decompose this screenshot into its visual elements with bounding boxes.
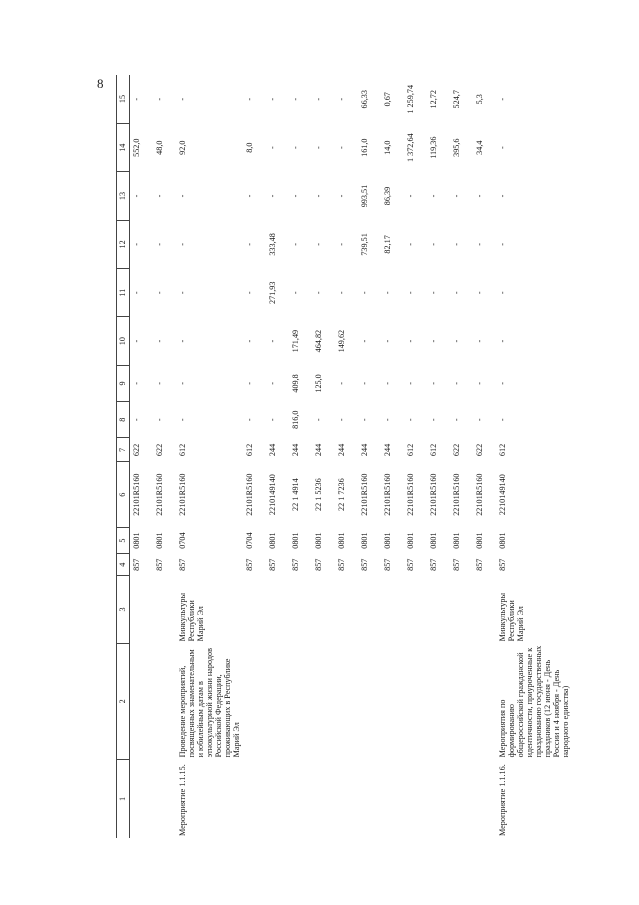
column-header-15: 15	[117, 75, 130, 124]
cell-col-2	[289, 643, 312, 759]
cell-col-10: -	[498, 339, 508, 343]
cell-col-13: -	[132, 194, 141, 198]
cell-col-11: -	[132, 291, 141, 295]
cell-col-13: -	[337, 194, 347, 198]
budget-table	[116, 75, 572, 838]
cell-col-3: Минкультуры Республики Марий Эл	[178, 593, 206, 642]
cell-col-10: -	[245, 339, 255, 343]
cell-col-12: 333,48	[268, 233, 278, 256]
cell-col-6: 22101R5160	[475, 473, 485, 516]
cell-col-14: 48,0	[155, 140, 164, 155]
cell-col-14: 395,6	[452, 138, 462, 157]
cell-col-2	[450, 643, 473, 759]
cell-col-13: 86,39	[383, 186, 393, 206]
cell-col-10: 149,62	[337, 329, 347, 353]
table-row	[312, 75, 335, 838]
cell-col-8: -	[337, 418, 347, 422]
cell-col-3	[243, 576, 266, 644]
cell-col-8: 816,0	[291, 410, 301, 429]
cell-col-12: -	[498, 243, 508, 246]
cell-col-1	[335, 759, 358, 838]
cell-col-10: -	[475, 339, 485, 343]
cell-col-8: -	[268, 418, 278, 422]
cell-col-12: -	[245, 243, 255, 246]
cell-col-12: -	[337, 243, 347, 246]
cell-col-7: 244	[383, 443, 393, 457]
cell-col-13: -	[452, 194, 462, 198]
cell-col-11: -	[475, 291, 485, 295]
cell-col-6: 22 1 7236	[337, 478, 347, 512]
cell-col-9: -	[360, 382, 370, 385]
cell-col-6: 22101R5160	[452, 473, 462, 516]
column-header-1: 1	[117, 759, 130, 838]
cell-col-3	[473, 576, 496, 644]
cell-col-15: 66,33	[360, 90, 370, 109]
cell-col-2	[312, 643, 335, 759]
cell-col-9: -	[383, 382, 393, 385]
cell-col-9: -	[155, 382, 164, 385]
cell-col-7: 612	[406, 443, 416, 457]
cell-col-12: -	[406, 243, 416, 246]
cell-col-6: 22101R5160	[155, 473, 164, 516]
cell-col-9: -	[406, 382, 416, 385]
cell-col-10: -	[132, 339, 141, 343]
cell-col-2	[381, 643, 404, 759]
cell-col-13: -	[245, 194, 255, 198]
cell-col-9: 125,0	[314, 374, 324, 393]
cell-col-14: 8,0	[245, 142, 255, 153]
cell-col-14: 92,0	[178, 140, 187, 155]
table-row	[381, 75, 404, 838]
cell-col-7: 244	[360, 443, 370, 457]
cell-col-6: 22101R5160	[383, 473, 393, 516]
cell-col-15: -	[314, 97, 324, 101]
column-header-9: 9	[117, 365, 130, 401]
cell-col-11: -	[291, 291, 301, 295]
header-row	[117, 75, 130, 838]
cell-col-12: -	[291, 243, 301, 246]
cell-col-11: 271,93	[268, 281, 278, 305]
cell-col-3	[130, 576, 154, 644]
cell-col-12: -	[475, 243, 485, 246]
cell-col-9: 409,8	[291, 374, 301, 393]
cell-col-12: -	[178, 243, 187, 246]
cell-col-8: -	[178, 418, 187, 422]
cell-col-10: -	[452, 339, 462, 343]
table-row	[358, 75, 381, 838]
cell-col-7: 244	[314, 443, 324, 457]
cell-col-14: -	[337, 146, 347, 150]
table-row	[427, 75, 450, 838]
cell-col-13: -	[406, 194, 416, 198]
rotated-table-wrapper	[116, 75, 571, 838]
cell-col-5: 0801	[360, 532, 370, 549]
cell-col-5: 0704	[245, 532, 255, 549]
cell-col-3	[312, 576, 335, 644]
table-row	[335, 75, 358, 838]
column-header-6: 6	[117, 462, 130, 527]
cell-col-7: 244	[291, 443, 301, 457]
cell-col-4: 857	[406, 558, 416, 571]
cell-col-10: -	[268, 339, 278, 343]
cell-col-14: 34,4	[475, 140, 485, 155]
cell-col-6: 2210149140	[498, 474, 508, 516]
cell-col-8: -	[245, 418, 255, 422]
cell-col-14: -	[498, 146, 508, 150]
cell-col-6: 22101R5160	[245, 473, 255, 516]
cell-col-15: 1 259,74	[406, 84, 416, 114]
cell-col-13: -	[498, 194, 508, 198]
cell-col-11: -	[429, 291, 439, 295]
column-header-10: 10	[117, 317, 130, 365]
cell-col-3	[266, 576, 289, 644]
cell-col-8: -	[383, 418, 393, 422]
cell-col-6: 22 1 5236	[314, 478, 324, 512]
table-row	[450, 75, 473, 838]
cell-col-2	[358, 643, 381, 759]
cell-col-6: 22101R5160	[406, 473, 416, 516]
cell-col-14: 119,36	[429, 136, 439, 159]
cell-col-2	[266, 643, 289, 759]
page-number: 8	[97, 76, 104, 91]
column-header-14: 14	[117, 124, 130, 172]
cell-col-7: 622	[155, 443, 164, 457]
cell-col-13: -	[291, 194, 301, 198]
cell-col-7: 622	[452, 443, 462, 457]
cell-col-5: 0801	[314, 532, 324, 549]
cell-col-14: -	[314, 146, 324, 150]
cell-col-1	[130, 759, 154, 838]
cell-col-1	[153, 759, 176, 838]
column-header-7: 7	[117, 438, 130, 462]
cell-col-9: -	[337, 382, 347, 385]
cell-col-9: -	[268, 382, 278, 385]
cell-col-3	[427, 576, 450, 644]
cell-col-4: 857	[429, 558, 439, 571]
cell-col-4: 857	[314, 558, 324, 571]
column-header-13: 13	[117, 172, 130, 220]
cell-col-6: 2210149140	[268, 474, 278, 516]
table-row	[266, 75, 289, 838]
cell-col-8: -	[155, 418, 164, 422]
column-header-5: 5	[117, 527, 130, 554]
cell-col-4: 857	[337, 558, 347, 571]
column-header-4: 4	[117, 554, 130, 576]
cell-col-8: -	[475, 418, 485, 422]
cell-col-9: -	[178, 382, 187, 385]
cell-col-13: -	[268, 194, 278, 198]
cell-col-1	[450, 759, 473, 838]
cell-col-1	[427, 759, 450, 838]
cell-col-1	[266, 759, 289, 838]
cell-col-2	[404, 643, 427, 759]
cell-col-14: 161,0	[360, 138, 370, 157]
cell-col-6: 22101R5160	[178, 473, 187, 516]
cell-col-6: 22 1 4914	[291, 478, 301, 512]
cell-col-2	[130, 643, 154, 759]
cell-col-13: 993,51	[360, 184, 370, 208]
cell-col-8: -	[498, 418, 508, 422]
table-row	[289, 75, 312, 838]
cell-col-4: 857	[178, 558, 187, 571]
cell-col-7: 612	[178, 443, 187, 457]
cell-col-7: 612	[245, 443, 255, 457]
column-header-8: 8	[117, 402, 130, 438]
cell-col-2	[335, 643, 358, 759]
cell-col-1	[243, 759, 266, 838]
cell-col-4: 857	[291, 558, 301, 571]
cell-col-15: -	[155, 97, 164, 101]
cell-col-8: -	[132, 418, 141, 422]
cell-col-3	[450, 576, 473, 644]
cell-col-12: -	[314, 243, 324, 246]
cell-col-15: 0,67	[383, 92, 393, 107]
cell-col-7: 612	[429, 443, 439, 457]
cell-col-12: -	[132, 243, 141, 246]
cell-col-3	[335, 576, 358, 644]
cell-col-4: 857	[360, 558, 370, 571]
cell-col-10: 171,49	[291, 329, 301, 353]
cell-col-5: 0801	[132, 532, 141, 549]
table-row	[404, 75, 427, 838]
cell-col-9: -	[475, 382, 485, 385]
cell-col-15: 5,3	[475, 94, 485, 105]
cell-col-3	[289, 576, 312, 644]
cell-col-3: Минкультуры Республики Марий Эл	[498, 593, 526, 642]
cell-col-6: 22101R5160	[429, 473, 439, 516]
cell-col-3	[381, 576, 404, 644]
cell-col-10: -	[178, 339, 187, 343]
cell-col-11: -	[498, 291, 508, 295]
cell-col-11: -	[452, 291, 462, 295]
cell-col-10: -	[429, 339, 439, 343]
cell-col-4: 857	[452, 558, 462, 571]
cell-col-3	[153, 576, 176, 644]
cell-col-8: -	[406, 418, 416, 422]
cell-col-11: -	[406, 291, 416, 295]
cell-col-9: -	[429, 382, 439, 385]
cell-col-2: Проведение мероприятий, посвященных знаменательным и юбилейным датам в этнокультурной жизни народов Российской Федерации, проживающих в Республике Марий Эл	[178, 648, 242, 758]
cell-col-5: 0801	[475, 532, 485, 549]
cell-col-15: -	[245, 97, 255, 101]
cell-col-2	[473, 643, 496, 759]
cell-col-9: -	[245, 382, 255, 385]
cell-col-2	[153, 643, 176, 759]
cell-col-11: -	[178, 291, 187, 295]
cell-col-12: -	[429, 243, 439, 246]
cell-col-10: -	[360, 339, 370, 343]
cell-col-1	[312, 759, 335, 838]
cell-col-15: -	[268, 97, 278, 101]
column-header-12: 12	[117, 220, 130, 268]
cell-col-8: -	[314, 418, 324, 422]
cell-col-14: 14,0	[383, 140, 393, 155]
cell-col-1: Мероприятие 1.1.15.	[178, 764, 187, 836]
cell-col-15: -	[498, 97, 508, 101]
cell-col-4: 857	[245, 558, 255, 571]
cell-col-5: 0801	[155, 532, 164, 549]
cell-col-14: -	[291, 146, 301, 150]
cell-col-8: -	[360, 418, 370, 422]
cell-col-10: -	[406, 339, 416, 343]
cell-col-5: 0801	[383, 532, 393, 549]
cell-col-1	[358, 759, 381, 838]
cell-col-1	[404, 759, 427, 838]
cell-col-10: -	[155, 339, 164, 343]
cell-col-11: -	[337, 291, 347, 295]
cell-col-7: 612	[498, 443, 508, 457]
cell-col-11: -	[245, 291, 255, 295]
cell-col-15: -	[178, 97, 187, 101]
cell-col-7: 622	[132, 443, 141, 457]
rotated-page	[116, 75, 571, 838]
column-header-3: 3	[117, 576, 130, 644]
cell-col-15: 12,72	[429, 90, 439, 109]
cell-col-8: -	[429, 418, 439, 422]
cell-col-15: -	[291, 97, 301, 101]
cell-col-9: -	[498, 382, 508, 385]
table-row	[153, 75, 176, 838]
table-row	[176, 75, 243, 838]
cell-col-11: -	[360, 291, 370, 295]
cell-col-7: 622	[475, 443, 485, 457]
cell-col-13: -	[178, 194, 187, 198]
cell-col-13: -	[155, 194, 164, 198]
cell-col-4: 857	[155, 558, 164, 571]
cell-col-12: 739,51	[360, 233, 370, 256]
cell-col-6: 22101R5160	[132, 473, 141, 516]
cell-col-4: 857	[383, 558, 393, 571]
cell-col-1	[381, 759, 404, 838]
cell-col-13: -	[475, 194, 485, 198]
cell-col-7: 244	[337, 443, 347, 457]
cell-col-3	[404, 576, 427, 644]
cell-col-4: 857	[498, 558, 508, 571]
cell-col-14: -	[268, 146, 278, 150]
cell-col-8: -	[452, 418, 462, 422]
cell-col-11: -	[383, 291, 393, 295]
cell-col-15: -	[132, 97, 141, 101]
table-row	[130, 75, 154, 838]
cell-col-2	[427, 643, 450, 759]
cell-col-1	[289, 759, 312, 838]
cell-col-9: -	[452, 382, 462, 385]
cell-col-13: -	[314, 194, 324, 198]
cell-col-14: 552,0	[132, 138, 141, 157]
cell-col-5: 0801	[268, 532, 278, 549]
cell-col-2: Мероприятия по формированию общероссийской гражданской идентичности, приуроченные к празднованию государственных праздников (12 июня - День России и 4 ноября - День народного единства)	[498, 645, 571, 758]
cell-col-14: 1 372,64	[406, 133, 416, 163]
cell-col-5: 0801	[406, 532, 416, 549]
cell-col-15: -	[337, 97, 347, 101]
cell-col-5: 0801	[337, 532, 347, 549]
cell-col-12: -	[452, 243, 462, 246]
cell-col-3	[358, 576, 381, 644]
cell-col-15: 524,7	[452, 90, 462, 109]
cell-col-12: -	[155, 243, 164, 246]
table-row	[243, 75, 266, 838]
cell-col-12: 82,17	[383, 235, 393, 254]
cell-col-4: 857	[475, 558, 485, 571]
cell-col-1	[473, 759, 496, 838]
cell-col-6: 22101R5160	[360, 473, 370, 516]
cell-col-10: -	[383, 339, 393, 343]
cell-col-2	[243, 643, 266, 759]
table-row	[496, 75, 572, 838]
cell-col-5: 0801	[452, 532, 462, 549]
cell-col-5: 0704	[178, 532, 187, 549]
cell-col-9: -	[132, 382, 141, 385]
column-header-2: 2	[117, 643, 130, 759]
cell-col-13: -	[429, 194, 439, 198]
cell-col-5: 0801	[291, 532, 301, 549]
cell-col-4: 857	[132, 558, 141, 571]
cell-col-11: -	[155, 291, 164, 295]
cell-col-5: 0801	[498, 532, 508, 549]
table-row	[473, 75, 496, 838]
cell-col-10: 464,82	[314, 329, 324, 353]
cell-col-1: Мероприятие 1.1.16.	[498, 764, 508, 836]
cell-col-7: 244	[268, 443, 278, 457]
cell-col-4: 857	[268, 558, 278, 571]
column-header-11: 11	[117, 269, 130, 317]
cell-col-11: -	[314, 291, 324, 295]
cell-col-5: 0801	[429, 532, 439, 549]
table-body	[130, 75, 573, 838]
